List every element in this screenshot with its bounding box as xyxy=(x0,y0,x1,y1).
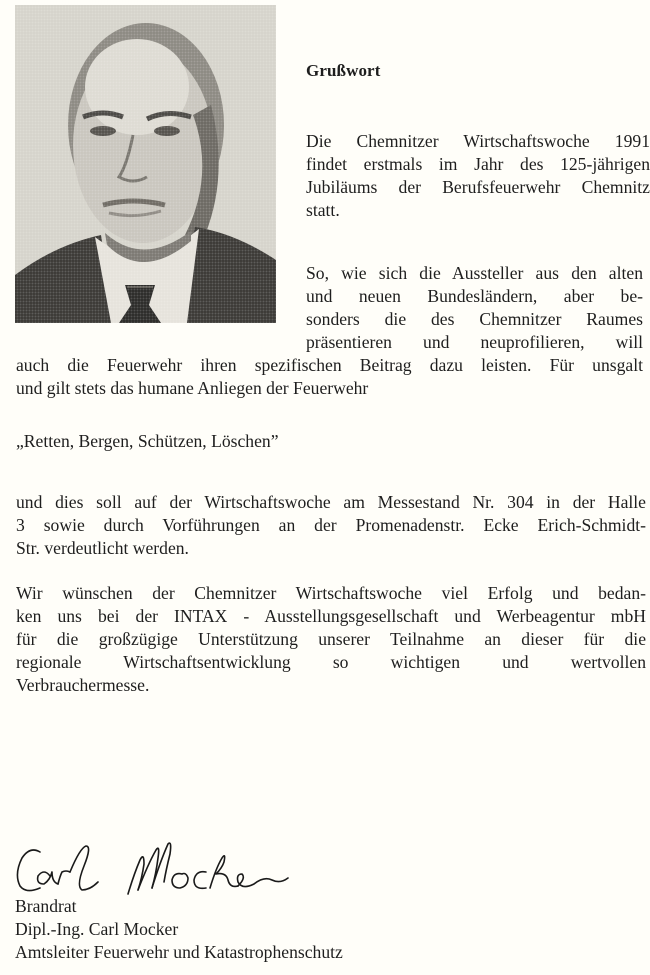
text-line: Die Chemnitzer Wirtschaftswoche 1991 xyxy=(306,131,650,151)
paragraph-thanks xyxy=(16,582,646,697)
signatory-rank: Brandrat xyxy=(15,896,77,916)
text-line: und dies soll auf der Wirtschaftswoche am Messestand Nr. 304 in der Halle xyxy=(16,492,646,512)
signature-block xyxy=(15,895,343,964)
paragraph-exhibitors xyxy=(306,262,643,354)
text-line: auch die Feuerwehr ihren spezifischen Beitrag dazu leisten. Für unsgalt xyxy=(16,355,643,375)
text-line: Str. verdeutlicht werden. xyxy=(16,538,189,558)
text-line: So, wie sich die Aussteller aus den alten xyxy=(306,263,643,283)
text-line: regionale Wirtschaftsentwicklung so wichtigen und wertvollen xyxy=(16,652,646,672)
handwritten-signature xyxy=(10,838,300,900)
paragraph-exhibition-stand xyxy=(16,491,646,560)
text-line: für die großzügige Unterstützung unserer Teilnahme an dieser für die xyxy=(16,629,646,649)
text-line: präsentieren und neuprofilieren, will xyxy=(306,332,643,352)
text-line: und gilt stets das humane Anliegen der Feuerwehr xyxy=(16,378,369,398)
text-line: ken uns bei der INTAX - Ausstellungsgesellschaft und Werbeagentur mbH xyxy=(16,606,646,626)
text-line: sonders die des Chemnitzer Raumes xyxy=(306,309,643,329)
portrait-photo xyxy=(15,5,276,323)
text-line: und neuen Bundesländern, aber be- xyxy=(306,286,643,306)
text-line: statt. xyxy=(306,200,340,220)
motto-quote xyxy=(16,430,643,453)
text-line: Jubiläums der Berufsfeuerwehr Chemnitz xyxy=(306,177,650,197)
text-line: „Retten, Bergen, Schützen, Löschen” xyxy=(16,431,279,451)
paragraph-intro xyxy=(306,130,650,222)
page-title: Grußwort xyxy=(306,61,381,80)
signatory-position: Amtsleiter Feuerwehr und Katastrophenschutz xyxy=(15,942,343,962)
text-line: Verbrauchermesse. xyxy=(16,675,150,695)
text-line: findet erstmals im Jahr des 125-jährigen xyxy=(306,154,650,174)
signature-icon xyxy=(10,838,300,900)
text-line: 3 sowie durch Vorführungen an der Promenadenstr. Ecke Erich-Schmidt- xyxy=(16,515,646,535)
portrait-image-icon xyxy=(15,5,276,323)
paragraph-exhibitors-continued xyxy=(16,354,643,400)
text-line: Wir wünschen der Chemnitzer Wirtschaftswoche viel Erfolg und bedan- xyxy=(16,583,646,603)
signatory-name: Dipl.-Ing. Carl Mocker xyxy=(15,919,179,939)
